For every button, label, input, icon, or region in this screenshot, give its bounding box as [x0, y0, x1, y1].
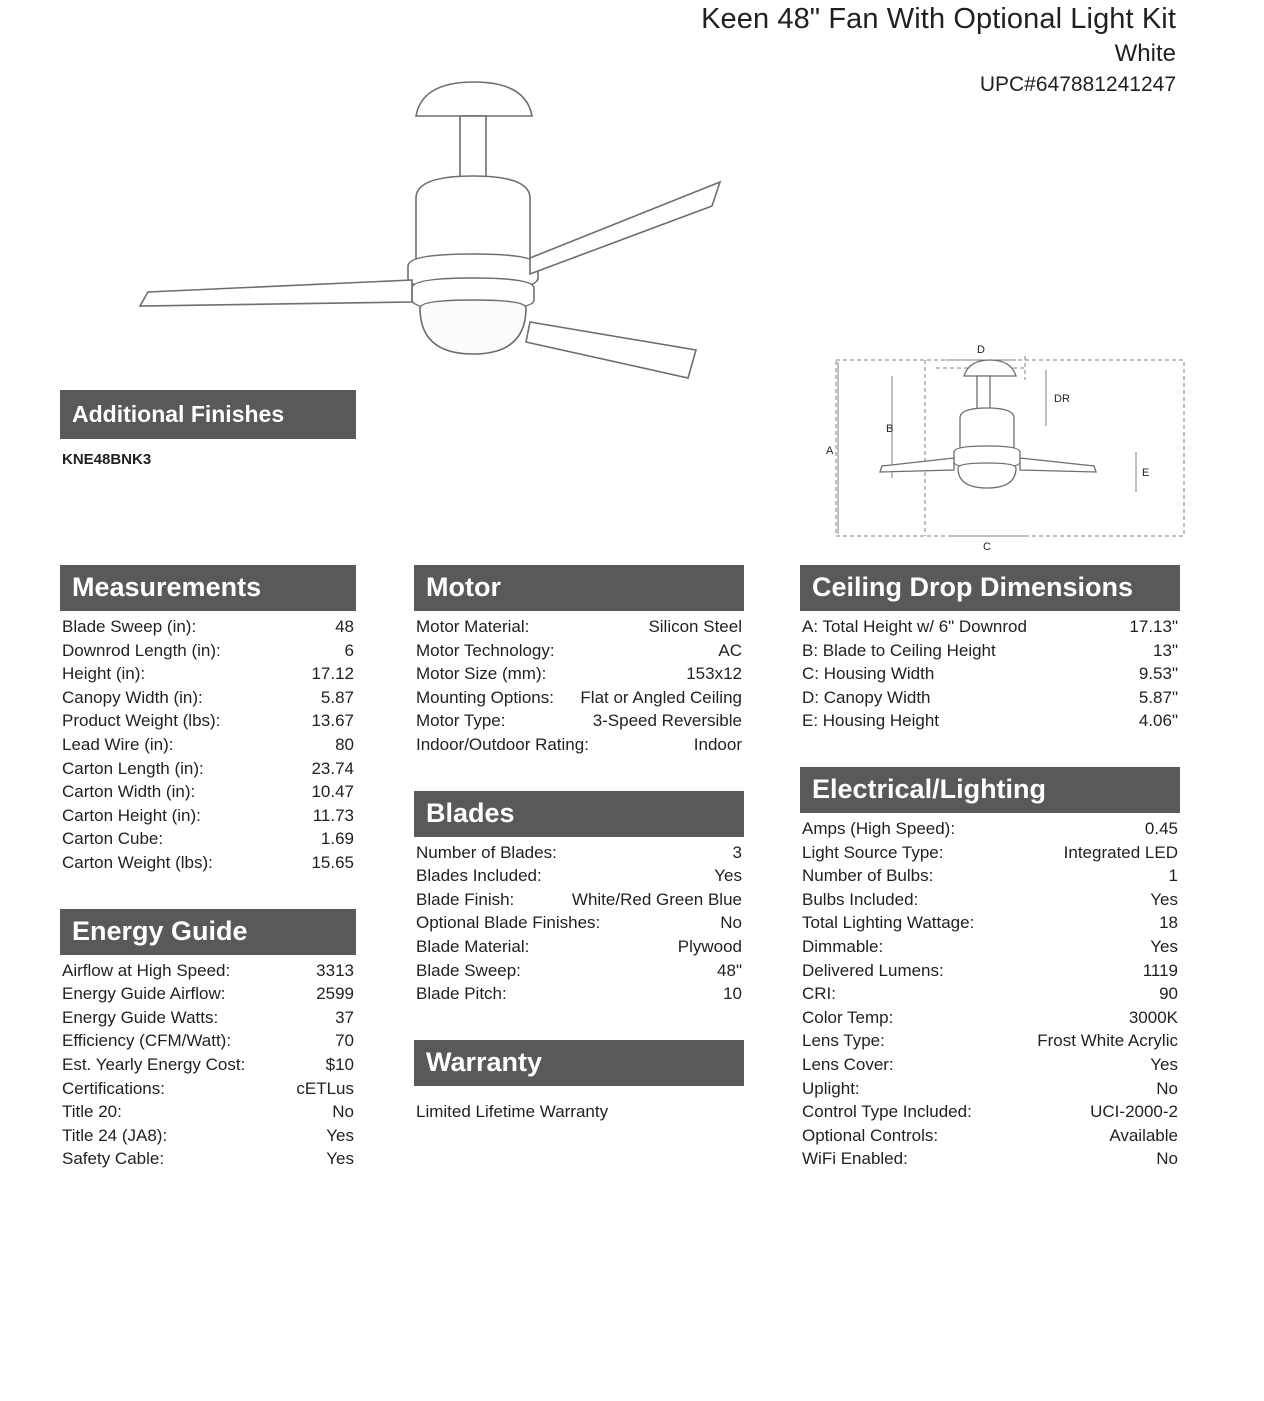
row-label: Motor Material:	[416, 617, 530, 636]
row-label: C: Housing Width	[802, 664, 935, 684]
table-row	[414, 639, 744, 663]
table-row	[800, 1124, 1180, 1148]
column-right	[800, 565, 1180, 1171]
row-label: A: Total Height w/ 6" Downrod	[802, 617, 1027, 636]
table-row	[414, 911, 744, 935]
row-value: $10	[325, 1054, 354, 1074]
table-row	[414, 935, 744, 959]
row-value: Available	[1109, 1125, 1178, 1145]
row-label: Blade Sweep (in):	[62, 617, 197, 636]
row-label: Downrod Length (in):	[62, 640, 221, 660]
row-value: 3313	[316, 960, 354, 980]
row-value: Yes	[326, 1149, 354, 1169]
row-value: 0.45	[1144, 818, 1178, 838]
table-row	[800, 911, 1180, 935]
page-title: Keen 48" Fan With Optional Light Kit	[701, 3, 1176, 35]
measurements-heading: Measurements	[60, 565, 356, 611]
row-value: 3000K	[1128, 1007, 1178, 1027]
table-row	[800, 817, 1180, 841]
table-row	[800, 1053, 1180, 1077]
row-label: Uplight:	[802, 1078, 860, 1098]
ceiling-drop-rows	[800, 611, 1180, 733]
ceiling-fan-illustration	[60, 30, 780, 380]
row-value: 13.67	[311, 711, 354, 731]
row-label: Height (in):	[62, 664, 146, 684]
row-value: 18	[1159, 913, 1178, 933]
ceiling-drop-section	[800, 565, 1180, 733]
row-label: Blades Included:	[416, 866, 542, 886]
row-label: Indoor/Outdoor Rating:	[416, 734, 589, 754]
row-value: 11.73	[312, 805, 354, 825]
row-label: Color Temp:	[802, 1007, 894, 1027]
table-row	[60, 851, 356, 875]
row-value: AC	[718, 640, 742, 660]
blades-section	[414, 791, 744, 1006]
table-row	[800, 615, 1180, 639]
motor-heading: Motor	[414, 565, 744, 611]
row-label: Carton Width (in):	[62, 782, 196, 802]
row-label: Dimmable:	[802, 936, 884, 956]
additional-finish-code: KNE48BNK3	[62, 451, 152, 468]
row-label: Blade Sweep:	[416, 960, 521, 980]
row-label: Control Type Included:	[802, 1102, 972, 1122]
row-value: 15.65	[311, 852, 354, 872]
row-value: 9.53"	[1138, 664, 1178, 684]
row-label: Lens Cover:	[802, 1054, 894, 1074]
row-value: 3	[732, 842, 742, 862]
row-value: 70	[335, 1031, 354, 1051]
row-value: 48	[335, 617, 354, 636]
table-row	[800, 1077, 1180, 1101]
table-row	[414, 888, 744, 912]
table-row	[60, 1124, 356, 1148]
product-upc: UPC#647881241247	[979, 73, 1176, 96]
row-value: 5.87	[320, 687, 354, 707]
table-row	[60, 804, 356, 828]
table-row	[60, 1100, 356, 1124]
table-row	[414, 662, 744, 686]
table-row	[60, 733, 356, 757]
table-row	[60, 662, 356, 686]
row-value: 3-Speed Reversible	[592, 711, 742, 731]
diagram-label-d: D	[977, 344, 985, 356]
table-row	[60, 780, 356, 804]
row-label: WiFi Enabled:	[802, 1149, 908, 1169]
measurements-rows	[60, 611, 356, 875]
row-value: Yes	[714, 866, 742, 886]
ceiling-drop-diagram	[820, 340, 1200, 560]
row-value: Integrated LED	[1063, 842, 1178, 862]
row-value: 13"	[1153, 640, 1178, 660]
row-label: Delivered Lumens:	[802, 960, 944, 980]
row-value: UCI-2000-2	[1090, 1102, 1178, 1122]
row-label: Lens Type:	[802, 1031, 885, 1051]
table-row	[800, 639, 1180, 663]
table-row	[800, 864, 1180, 888]
table-row	[800, 686, 1180, 710]
dimension-diagram-svg	[820, 340, 1200, 560]
row-label: Number of Bulbs:	[802, 866, 934, 886]
row-label: Est. Yearly Energy Cost:	[62, 1054, 246, 1074]
blades-heading: Blades	[414, 791, 744, 837]
row-label: Optional Blade Finishes:	[416, 913, 601, 933]
row-label: Carton Cube:	[62, 829, 164, 849]
row-value: Silicon Steel	[648, 617, 742, 636]
diagram-label-dr: DR	[1054, 393, 1070, 405]
row-value: Flat or Angled Ceiling	[580, 687, 742, 707]
row-value: 6	[344, 640, 354, 660]
blades-rows	[414, 837, 744, 1006]
table-row	[800, 1006, 1180, 1030]
row-label: Energy Guide Airflow:	[62, 984, 226, 1004]
row-label: Safety Cable:	[62, 1149, 165, 1169]
row-label: Title 20:	[62, 1102, 122, 1122]
row-value: 90	[1159, 984, 1178, 1004]
row-label: Amps (High Speed):	[802, 818, 956, 838]
row-label: Lead Wire (in):	[62, 734, 174, 754]
row-value: No	[332, 1102, 354, 1122]
table-row	[800, 662, 1180, 686]
row-value: Yes	[1150, 936, 1178, 956]
row-value: Yes	[1150, 1054, 1178, 1074]
motor-section	[414, 565, 744, 757]
row-value: Indoor	[693, 734, 742, 754]
row-label: Canopy Width (in):	[62, 687, 203, 707]
electrical-lighting-rows	[800, 813, 1180, 1171]
warranty-text: Limited Lifetime Warranty	[416, 1101, 609, 1121]
electrical-lighting-section	[800, 767, 1180, 1171]
product-image	[60, 30, 780, 380]
table-row	[60, 615, 356, 639]
row-value: 17.12	[311, 664, 354, 684]
energy-guide-heading: Energy Guide	[60, 909, 356, 955]
row-label: Motor Type:	[416, 711, 506, 731]
row-value: White/Red Green Blue	[571, 889, 742, 909]
row-label: Product Weight (lbs):	[62, 711, 221, 731]
row-label: B: Blade to Ceiling Height	[802, 640, 996, 660]
row-label: Blade Pitch:	[416, 984, 507, 1004]
row-value: 1.69	[320, 829, 354, 849]
additional-finishes-heading: Additional Finishes	[60, 390, 356, 439]
row-label: Efficiency (CFM/Watt):	[62, 1031, 232, 1051]
row-value: No	[1156, 1149, 1178, 1169]
row-value: 80	[335, 734, 354, 754]
table-row	[60, 1053, 356, 1077]
table-row	[60, 827, 356, 851]
additional-finishes-section	[60, 390, 356, 468]
measurements-section	[60, 565, 356, 875]
row-label: Number of Blades:	[416, 842, 557, 862]
row-value: 4.06"	[1138, 711, 1178, 731]
row-label: CRI:	[802, 984, 836, 1004]
row-value: Yes	[326, 1125, 354, 1145]
row-value: No	[720, 913, 742, 933]
table-row	[800, 982, 1180, 1006]
row-value: No	[1156, 1078, 1178, 1098]
row-value: 5.87"	[1138, 687, 1178, 707]
row-value: 10	[723, 984, 742, 1004]
row-label: Mounting Options:	[416, 687, 554, 707]
table-row	[60, 982, 356, 1006]
row-value: 37	[335, 1007, 354, 1027]
diagram-label-b: B	[886, 423, 894, 435]
table-row	[800, 1147, 1180, 1171]
row-label: D: Canopy Width	[802, 687, 931, 707]
table-row	[60, 709, 356, 733]
row-label: E: Housing Height	[802, 711, 940, 731]
row-value: 10.47	[311, 782, 354, 802]
table-row	[60, 1029, 356, 1053]
row-value: Plywood	[677, 936, 742, 956]
row-value: 23.74	[311, 758, 354, 778]
table-row	[60, 1147, 356, 1171]
table-row	[414, 864, 744, 888]
row-label: Carton Length (in):	[62, 758, 204, 778]
warranty-heading: Warranty	[414, 1040, 744, 1086]
row-label: Motor Size (mm):	[416, 664, 547, 684]
table-row	[60, 1077, 356, 1101]
table-row	[414, 959, 744, 983]
diagram-label-e: E	[1142, 467, 1150, 479]
row-label: Carton Height (in):	[62, 805, 201, 825]
warranty-section	[414, 1040, 744, 1124]
table-row	[414, 733, 744, 757]
column-left	[60, 565, 356, 1171]
ceiling-drop-heading: Ceiling Drop Dimensions	[800, 565, 1180, 611]
motor-rows	[414, 611, 744, 757]
diagram-label-a: A	[826, 445, 834, 457]
table-row	[414, 841, 744, 865]
table-row	[414, 615, 744, 639]
row-value: 2599	[316, 984, 354, 1004]
row-label: Energy Guide Watts:	[62, 1007, 219, 1027]
row-label: Certifications:	[62, 1078, 165, 1098]
column-middle	[414, 565, 744, 1123]
row-value: Frost White Acrylic	[1037, 1031, 1178, 1051]
electrical-lighting-heading: Electrical/Lighting	[800, 767, 1180, 813]
table-row	[800, 1029, 1180, 1053]
table-row	[60, 959, 356, 983]
table-row	[800, 959, 1180, 983]
table-row	[800, 888, 1180, 912]
table-row	[60, 686, 356, 710]
row-value: 153x12	[686, 664, 742, 684]
product-finish: White	[1114, 40, 1176, 67]
table-row	[414, 709, 744, 733]
row-label: Title 24 (JA8):	[62, 1125, 168, 1145]
row-value: Yes	[1150, 889, 1178, 909]
row-label: Optional Controls:	[802, 1125, 939, 1145]
row-value: 1119	[1142, 960, 1178, 980]
table-row	[414, 686, 744, 710]
row-label: Motor Technology:	[416, 640, 555, 660]
table-row	[60, 639, 356, 663]
table-row	[60, 757, 356, 781]
table-row	[800, 1100, 1180, 1124]
table-row	[414, 982, 744, 1006]
row-value: cETLus	[296, 1078, 354, 1098]
table-row	[60, 1006, 356, 1030]
row-label: Airflow at High Speed:	[62, 960, 231, 980]
row-label: Bulbs Included:	[802, 889, 919, 909]
row-label: Carton Weight (lbs):	[62, 852, 213, 872]
row-value: 17.13"	[1129, 617, 1178, 636]
diagram-label-c: C	[983, 541, 991, 553]
table-row	[800, 709, 1180, 733]
row-value: 48"	[717, 960, 742, 980]
table-row	[800, 841, 1180, 865]
row-label: Blade Finish:	[416, 889, 515, 909]
energy-guide-section	[60, 909, 356, 1171]
energy-guide-rows	[60, 955, 356, 1171]
row-label: Blade Material:	[416, 936, 530, 956]
row-value: 1	[1168, 866, 1178, 886]
table-row	[800, 935, 1180, 959]
row-label: Total Lighting Wattage:	[802, 913, 975, 933]
row-label: Light Source Type:	[802, 842, 944, 862]
